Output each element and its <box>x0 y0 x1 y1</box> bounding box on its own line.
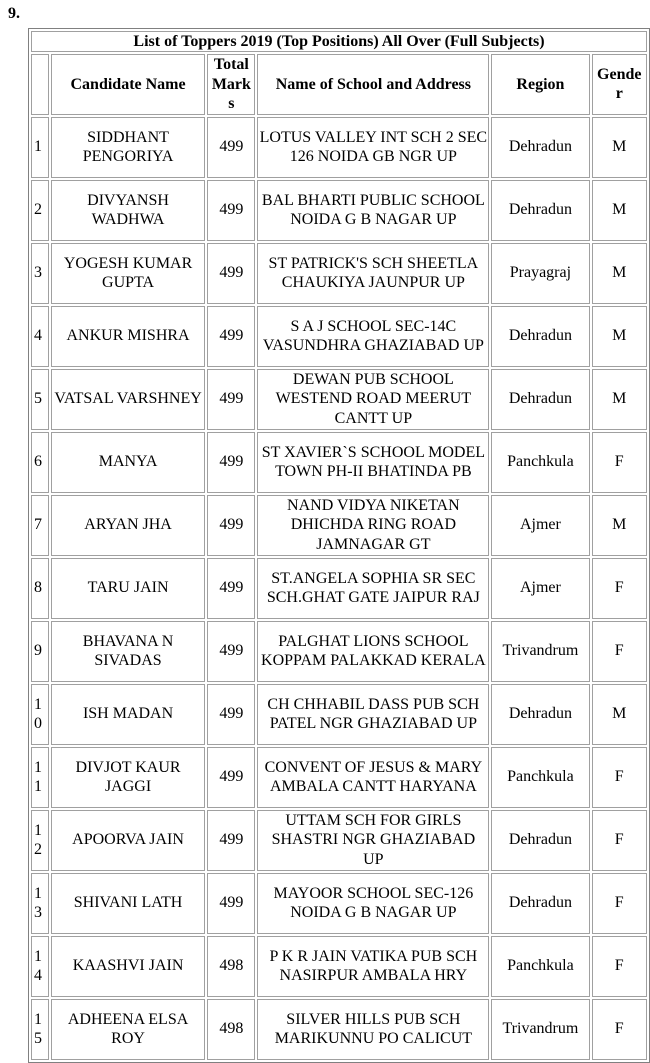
cell-gender: M <box>592 243 648 304</box>
table-row <box>31 936 647 997</box>
cell-gender: F <box>592 936 648 997</box>
table-row <box>31 684 647 745</box>
table-row <box>31 180 647 241</box>
cell-total-marks: 499 <box>207 117 255 178</box>
table-row <box>31 495 647 556</box>
item-number: 9. <box>8 5 20 22</box>
header-serial <box>31 54 49 115</box>
cell-region: Dehradun <box>491 369 589 430</box>
header-total-marks-line2: Marks <box>211 75 251 112</box>
cell-school-address: BAL BHARTI PUBLIC SCHOOL NOIDA G B NAGAR UP <box>257 180 489 241</box>
cell-school-address: SILVER HILLS PUB SCH MARIKUNNU PO CALICUT <box>257 999 489 1060</box>
cell-region: Dehradun <box>491 684 589 745</box>
table-row <box>31 369 647 430</box>
cell-total-marks: 499 <box>207 432 255 493</box>
cell-gender: F <box>592 621 648 682</box>
cell-region: Panchkula <box>491 936 589 997</box>
cell-region: Prayagraj <box>491 243 589 304</box>
cell-region: Dehradun <box>491 180 589 241</box>
cell-total-marks: 499 <box>207 810 255 871</box>
cell-serial: 10 <box>31 684 49 745</box>
table-row <box>31 747 647 808</box>
cell-school-address: MAYOOR SCHOOL SEC-126 NOIDA G B NAGAR UP <box>257 873 489 934</box>
cell-region: Panchkula <box>491 432 589 493</box>
cell-total-marks: 498 <box>207 999 255 1060</box>
table-row <box>31 621 647 682</box>
cell-gender: M <box>592 117 648 178</box>
table-row <box>31 432 647 493</box>
cell-serial: 13 <box>31 873 49 934</box>
cell-serial: 9 <box>31 621 49 682</box>
cell-candidate-name: ISH MADAN <box>51 684 206 745</box>
cell-candidate-name: BHAVANA N SIVADAS <box>51 621 206 682</box>
cell-candidate-name: YOGESH KUMAR GUPTA <box>51 243 206 304</box>
cell-candidate-name: DIVYANSH WADHWA <box>51 180 206 241</box>
table-row <box>31 810 647 871</box>
cell-serial: 15 <box>31 999 49 1060</box>
cell-candidate-name: ADHEENA ELSA ROY <box>51 999 206 1060</box>
cell-candidate-name: ARYAN JHA <box>51 495 206 556</box>
cell-candidate-name: SHIVANI LATH <box>51 873 206 934</box>
cell-serial: 11 <box>31 747 49 808</box>
cell-school-address: P K R JAIN VATIKA PUB SCH NASIRPUR AMBALA HRY <box>257 936 489 997</box>
cell-serial: 8 <box>31 558 49 619</box>
cell-serial: 2 <box>31 180 49 241</box>
cell-gender: M <box>592 306 648 367</box>
cell-serial: 12 <box>31 810 49 871</box>
cell-candidate-name: APOORVA JAIN <box>51 810 206 871</box>
cell-school-address: ST XAVIER`S SCHOOL MODEL TOWN PH-II BHATINDA PB <box>257 432 489 493</box>
cell-candidate-name: TARU JAIN <box>51 558 206 619</box>
cell-serial: 1 <box>31 117 49 178</box>
cell-total-marks: 499 <box>207 558 255 619</box>
cell-school-address: CH CHHABIL DASS PUB SCH PATEL NGR GHAZIABAD UP <box>257 684 489 745</box>
cell-gender: F <box>592 432 648 493</box>
cell-candidate-name: KAASHVI JAIN <box>51 936 206 997</box>
cell-candidate-name: DIVJOT KAUR JAGGI <box>51 747 206 808</box>
cell-region: Dehradun <box>491 810 589 871</box>
cell-total-marks: 499 <box>207 306 255 367</box>
toppers-table <box>29 29 649 1062</box>
cell-school-address: UTTAM SCH FOR GIRLS SHASTRI NGR GHAZIABAD UP <box>257 810 489 871</box>
cell-school-address: ST PATRICK'S SCH SHEETLA CHAUKIYA JAUNPUR UP <box>257 243 489 304</box>
cell-school-address: PALGHAT LIONS SCHOOL KOPPAM PALAKKAD KERALA <box>257 621 489 682</box>
cell-region: Ajmer <box>491 558 589 619</box>
toppers-table-container <box>28 28 650 1063</box>
cell-total-marks: 499 <box>207 684 255 745</box>
cell-region: Dehradun <box>491 306 589 367</box>
header-school-address: Name of School and Address <box>257 54 489 115</box>
cell-serial: 14 <box>31 936 49 997</box>
cell-gender: F <box>592 558 648 619</box>
cell-total-marks: 499 <box>207 495 255 556</box>
cell-region: Ajmer <box>491 495 589 556</box>
cell-total-marks: 498 <box>207 936 255 997</box>
cell-school-address: S A J SCHOOL SEC-14C VASUNDHRA GHAZIABAD UP <box>257 306 489 367</box>
header-region: Region <box>491 54 589 115</box>
cell-gender: F <box>592 999 648 1060</box>
cell-school-address: ST.ANGELA SOPHIA SR SEC SCH.GHAT GATE JAIPUR RAJ <box>257 558 489 619</box>
cell-region: Trivandrum <box>491 621 589 682</box>
cell-gender: M <box>592 369 648 430</box>
header-candidate-name: Candidate Name <box>51 54 206 115</box>
cell-total-marks: 499 <box>207 180 255 241</box>
cell-total-marks: 499 <box>207 369 255 430</box>
table-body <box>31 117 647 1060</box>
cell-region: Trivandrum <box>491 999 589 1060</box>
cell-region: Dehradun <box>491 873 589 934</box>
cell-school-address: LOTUS VALLEY INT SCH 2 SEC 126 NOIDA GB NGR UP <box>257 117 489 178</box>
cell-serial: 7 <box>31 495 49 556</box>
table-row <box>31 117 647 178</box>
cell-region: Dehradun <box>491 117 589 178</box>
cell-total-marks: 499 <box>207 243 255 304</box>
cell-gender: F <box>592 747 648 808</box>
cell-candidate-name: MANYA <box>51 432 206 493</box>
header-row <box>31 54 647 115</box>
table-row <box>31 873 647 934</box>
table-row <box>31 243 647 304</box>
cell-candidate-name: SIDDHANT PENGORIYA <box>51 117 206 178</box>
cell-gender: F <box>592 810 648 871</box>
header-total-marks-line1: Total <box>213 56 249 73</box>
table-row <box>31 558 647 619</box>
cell-gender: M <box>592 495 648 556</box>
cell-total-marks: 499 <box>207 747 255 808</box>
cell-school-address: NAND VIDYA NIKETAN DHICHDA RING ROAD JAMNAGAR GT <box>257 495 489 556</box>
cell-gender: M <box>592 684 648 745</box>
cell-serial: 4 <box>31 306 49 367</box>
cell-candidate-name: ANKUR MISHRA <box>51 306 206 367</box>
header-total-marks <box>207 54 255 115</box>
table-row <box>31 306 647 367</box>
header-gender: Gender <box>592 54 648 115</box>
cell-serial: 6 <box>31 432 49 493</box>
cell-candidate-name: VATSAL VARSHNEY <box>51 369 206 430</box>
cell-serial: 5 <box>31 369 49 430</box>
cell-gender: F <box>592 873 648 934</box>
table-row <box>31 999 647 1060</box>
cell-total-marks: 499 <box>207 621 255 682</box>
cell-school-address: CONVENT OF JESUS & MARY AMBALA CANTT HARYANA <box>257 747 489 808</box>
cell-region: Panchkula <box>491 747 589 808</box>
cell-serial: 3 <box>31 243 49 304</box>
cell-total-marks: 499 <box>207 873 255 934</box>
cell-gender: M <box>592 180 648 241</box>
table-title: List of Toppers 2019 (Top Positions) All Over (Full Subjects) <box>31 31 647 52</box>
cell-school-address: DEWAN PUB SCHOOL WESTEND ROAD MEERUT CANTT UP <box>257 369 489 430</box>
